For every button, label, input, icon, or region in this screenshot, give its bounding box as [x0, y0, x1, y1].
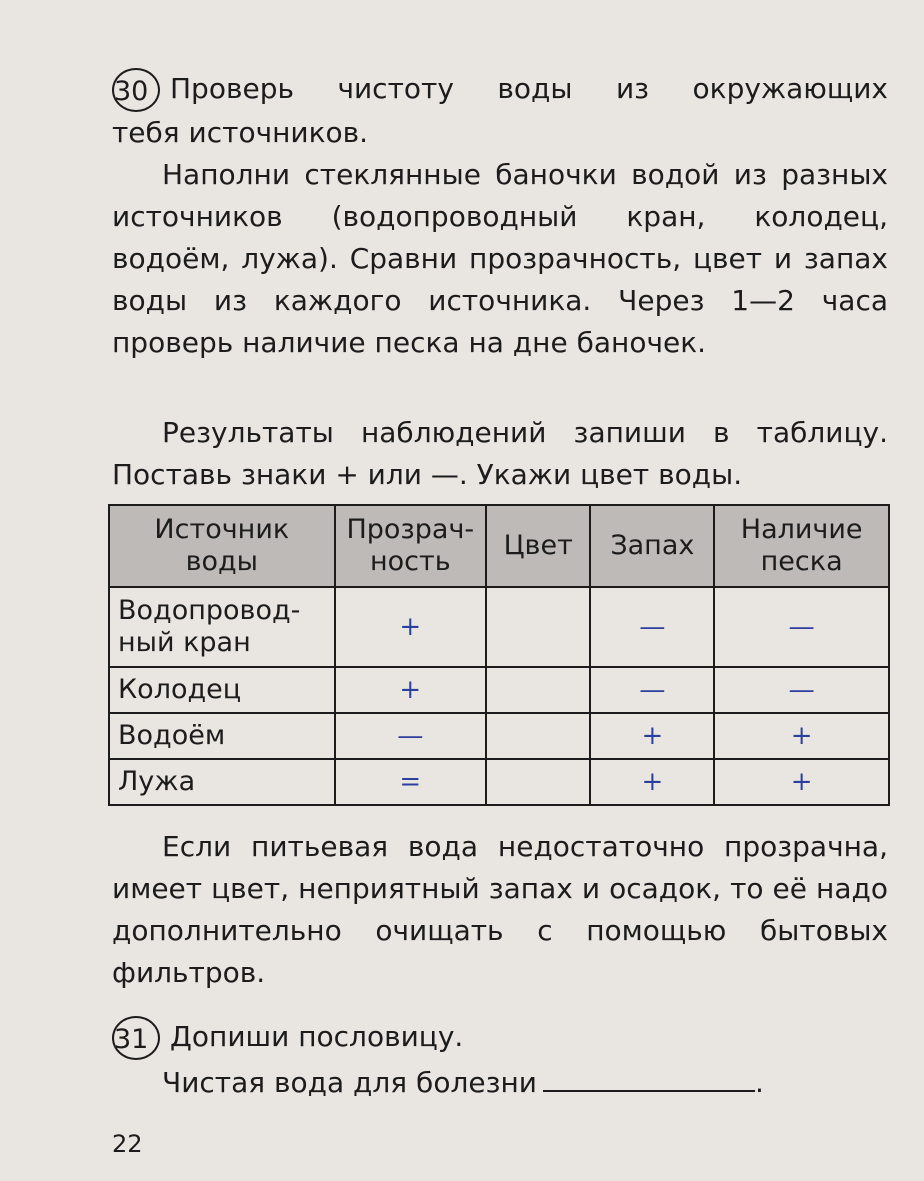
header-source: Источник воды: [109, 505, 335, 587]
row-sand[interactable]: —: [714, 667, 889, 713]
row-color[interactable]: [486, 713, 590, 759]
table-row: [109, 587, 889, 667]
observation-table: [108, 504, 890, 806]
task-30-number: 30: [112, 68, 160, 112]
page-number: 22: [112, 1130, 143, 1158]
header-sand: Наличие песка: [714, 505, 889, 587]
row-clarity[interactable]: +: [335, 667, 486, 713]
row-clarity[interactable]: =: [335, 759, 486, 805]
row-color[interactable]: [486, 667, 590, 713]
proverb-text: Чистая вода для болезни: [162, 1066, 537, 1099]
task-30-paragraph3: Результаты наблюдений запиши в таблицу. Поставь знаки + или —. Укажи цвет воды.: [112, 416, 888, 491]
header-color: Цвет: [486, 505, 590, 587]
row-smell[interactable]: +: [590, 713, 714, 759]
row-sand[interactable]: +: [714, 713, 889, 759]
row-color[interactable]: [486, 759, 590, 805]
row-clarity[interactable]: +: [335, 587, 486, 667]
proverb-answer-blank[interactable]: [543, 1064, 755, 1092]
task-30-line2: тебя источников.: [112, 116, 369, 149]
row-smell[interactable]: +: [590, 759, 714, 805]
task-30-paragraph2: Наполни стеклянные баночки водой из разных источников (водопроводный кран, колодец, водоём, лужа). Сравни прозрачность, цвет и запах воды из каждого источника. Через 1—2 часа проверь наличие песка на дне баночек.: [112, 158, 888, 359]
table-row: [109, 759, 889, 805]
header-smell: Запах: [590, 505, 714, 587]
row-clarity[interactable]: —: [335, 713, 486, 759]
row-source: Водоём: [109, 713, 335, 759]
task-30-paragraph4: Если питьевая вода недостаточно прозрачна, имеет цвет, неприятный запах и осадок, то её надо дополнительно очищать с помощью бытовых фильтров.: [112, 830, 888, 989]
task-31-proverb-line: [112, 1062, 888, 1104]
proverb-end: .: [754, 1066, 764, 1099]
task-30-line1: Проверь чистоту воды из окружающих: [170, 72, 888, 105]
row-sand[interactable]: —: [714, 587, 889, 667]
task-30-intro: [112, 68, 888, 112]
row-smell[interactable]: —: [590, 667, 714, 713]
row-smell[interactable]: —: [590, 587, 714, 667]
table-header-row: [109, 505, 889, 587]
task-31-number: 31: [112, 1016, 160, 1060]
table-row: [109, 667, 889, 713]
row-source: Лужа: [109, 759, 335, 805]
table-row: [109, 713, 889, 759]
row-color[interactable]: [486, 587, 590, 667]
row-source: Колодец: [109, 667, 335, 713]
task-31-title: Допиши пословицу.: [170, 1020, 464, 1053]
row-sand[interactable]: +: [714, 759, 889, 805]
row-source: Водопровод-ный кран: [109, 587, 335, 667]
header-clarity: Прозрач-ность: [335, 505, 486, 587]
task-31-header: [112, 1016, 888, 1060]
